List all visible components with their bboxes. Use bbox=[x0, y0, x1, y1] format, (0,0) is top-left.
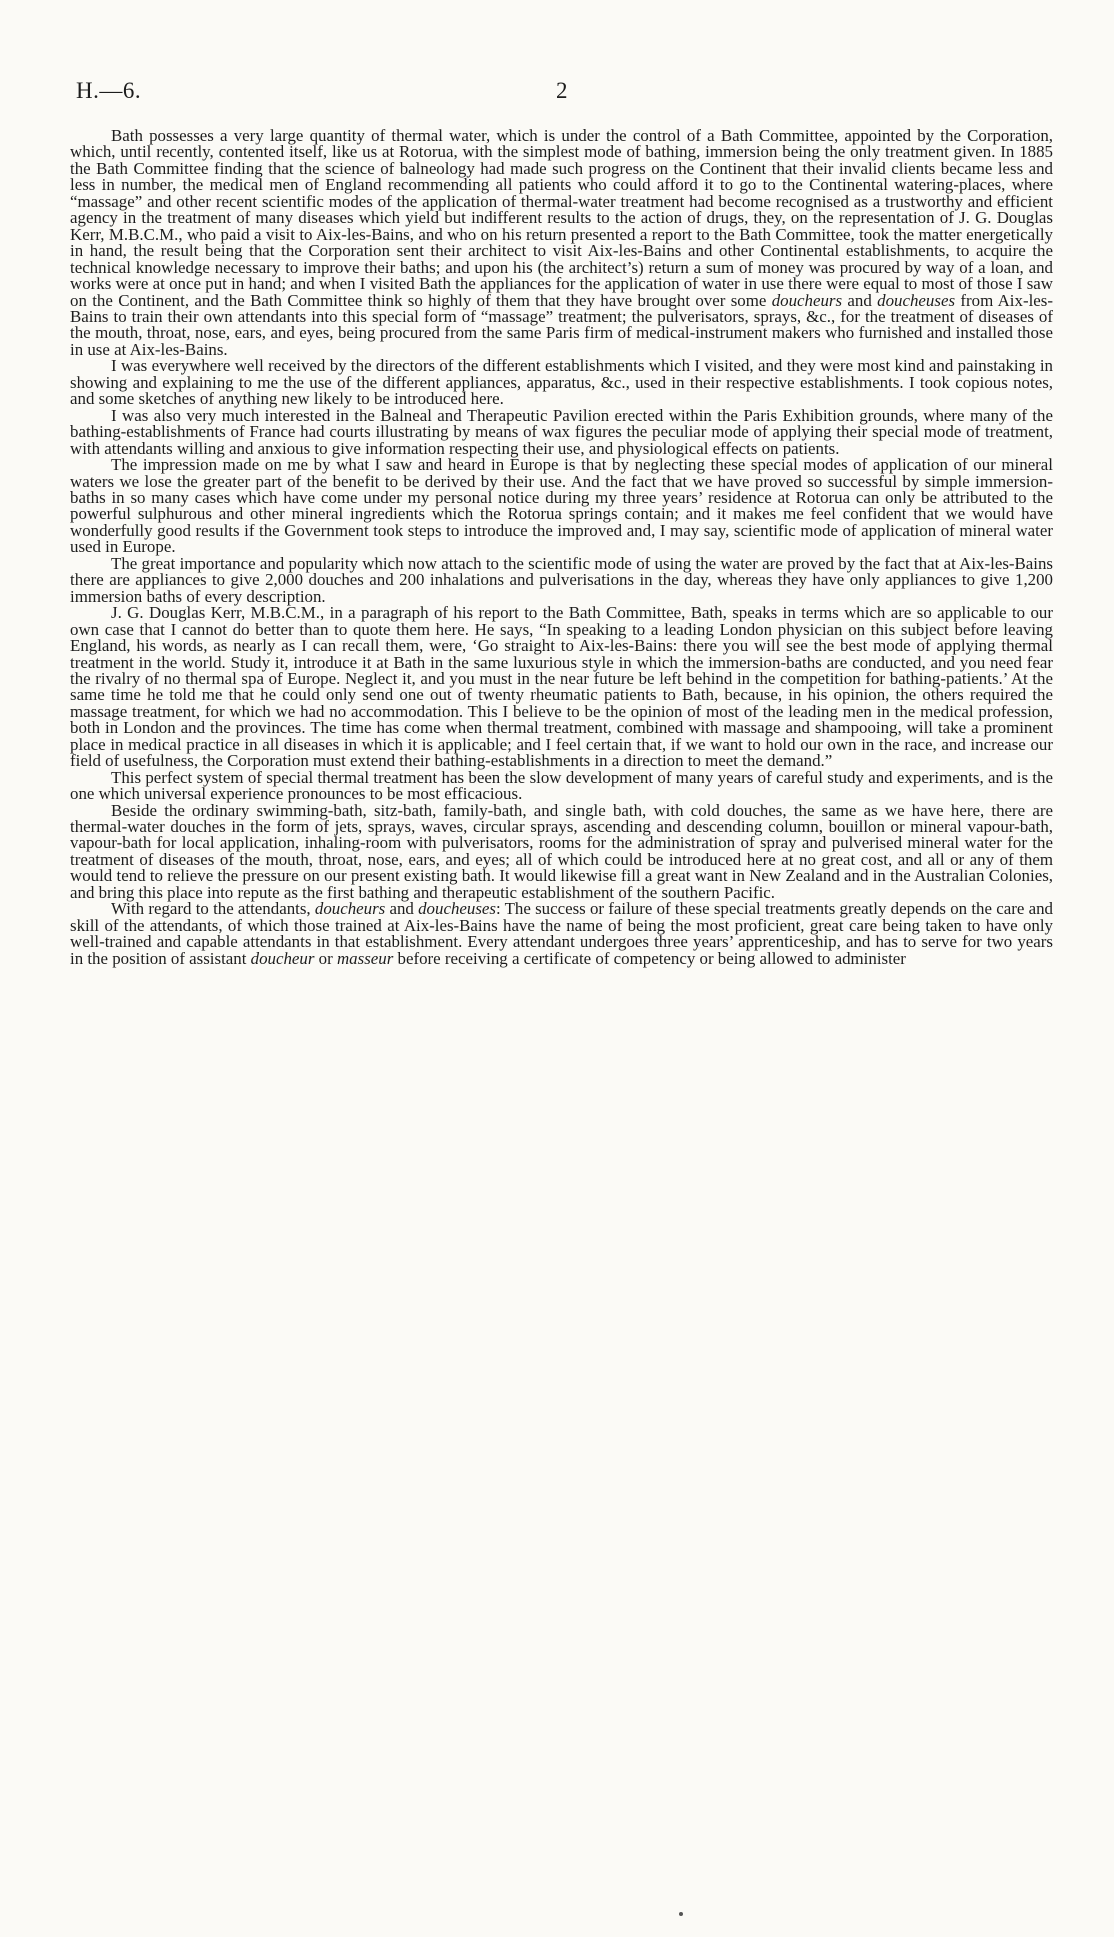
italic-term: doucheur bbox=[250, 948, 315, 968]
italic-term: doucheurs bbox=[771, 290, 843, 310]
paragraph-text: and bbox=[389, 899, 414, 919]
page-mark-dot bbox=[679, 1912, 683, 1916]
paragraph-text: The impression made on me by what I saw and heard in Europe is that by neglecting these special modes of application of our mineral waters we lose the greater part of the benefit to be derived by their use. And the fact that we have proved so successful by simple immersion-baths in so many cases which have come under my personal notice during my three years’ residence at Rotorua can only be attributed to the powerful sulphurous and other mineral ingredients which the Rotorua springs contain; and it makes me feel confident that we would have wonderfully good results if the Government took steps to introduce the improved and, I may say, scientific mode of application of mineral water used in Europe. bbox=[70, 455, 1053, 557]
paragraph-text: Bath possesses a very large quantity of thermal water, which is under the control of a Bath Committee, appointed by the Corporation, which, until recently, contented itself, like us at Rotorua, with the simplest mode of bathing, immersion being the only treatment given. In 1885 the Bath Committee finding that the science of balneology had made such progress on the Continent that their invalid clients became less and less in number, the medical men of England recommending all patients who could afford it to go to the Continental watering-places, where “massage” and other recent scientific modes of the application of thermal-water treatment had become recognised as a trustworthy and efficient agency in the treatment of many diseases which yield but indifferent results to the action of drugs, they, on the representation of J. G. Douglas Kerr, M.B.C.M., who paid a visit to Aix-les-Bains, and who on his return presented a report to the Bath Committee, took the matter energetically in hand, the result being that the Corporation sent their architect to visit Aix-les-Bains and other Continental establishments, to acquire the technical knowledge necessary to improve their baths; and upon his (the architect’s) return a sum of money was procured by way of a loan, and works were at once put in hand; and when I visited Bath the appliances for the application of water in use there were equal to most of those I saw on the Continent, and the Bath Committee think so highly of them that they have brought over some bbox=[70, 126, 1053, 310]
paragraph-kerr-quote bbox=[70, 605, 1053, 770]
paragraph-text: before receiving a certificate of competency or being allowed to administer bbox=[397, 948, 906, 968]
italic-term: doucheuses bbox=[877, 290, 956, 310]
paragraph-popularity bbox=[70, 553, 1053, 606]
page-number: 2 bbox=[556, 78, 568, 103]
page-header bbox=[76, 78, 1056, 108]
document-reference: H.—6. bbox=[76, 78, 142, 103]
paragraph-text: This perfect system of special thermal treatment has been the slow development of many years of careful study and experiments, and is the one which universal experience pronounces to be most efficacious. bbox=[70, 767, 1053, 804]
paragraph-pavilion bbox=[70, 405, 1053, 458]
paragraph-impression bbox=[70, 457, 1053, 556]
paragraph-text: I was everywhere well received by the directors of the different establishments which I visited, and they were most kind and painstaking in showing and explaining to me the use of the different appliances, apparatus, &c., used in their respective establishments. I took copious notes, and some sketches of anything new likely to be introduced here. bbox=[70, 356, 1053, 409]
body-text bbox=[70, 128, 1053, 967]
paragraph-text: With regard to the attendants, bbox=[111, 899, 311, 919]
paragraph-text: from Aix-les-Bains to train their own attendants into this special form of “massage” treatment; the pulverisators, sprays, &c., for the treatment of diseases of the mouth, throat, nose, ears, and eyes, being procured from the same Paris firm of medical-instrument makers who furnished and installed those in use at Aix-les-Bains. bbox=[70, 290, 1053, 359]
paragraph-text: I was also very much interested in the Balneal and Therapeutic Pavilion erected within the Paris Exhibition grounds, where many of the bathing-establishments of France had courts illustrating by means of wax figures the peculiar mode of applying their special mode of treatment, with attendants willing and anxious to give information respecting their use, and physiological effects on patients. bbox=[70, 405, 1053, 458]
paragraph-text: : The success or failure of these special treatments greatly depends on the care and skill of the attendants, of which those trained at Aix-les-Bains have the name of being the most proficient, great care being taken to have only well-trained and capable attendants in that establishment. Every attendant undergoes three years’ apprenticeship, and has to serve for two years in the position of assistant bbox=[70, 899, 1053, 968]
paragraph-text: The great importance and popularity which now attach to the scientific mode of using the water are proved by the fact that at Aix-les-Bains there are appliances to give 2,000 douches and 200 inhalations and pulverisations in the day, whereas they have only appliances to give 1,200 immersion baths of every description. bbox=[70, 553, 1053, 606]
paragraph-text: J. G. Douglas Kerr, M.B.C.M., in a paragraph of his report to the Bath Committee, Bath, speaks in terms which are so applicable to our own case that I cannot do better than to quote them here. He says, “In speaking to a leading London physician on this subject before leaving England, his words, as nearly as I can recall them, were, ‘Go straight to Aix-les-Bains: there you will see the best mode of applying thermal treatment in the world. Study it, introduce it at Bath in the same luxurious style in which the immersion-baths are conducted, and you need fear the rivalry of no thermal spa of Europe. Neglect it, and you must in the near future be left behind in the competition for bathing-patients.’ At the same time he told me that he could only send one out of twenty rheumatic patients to Bath, because, in his opinion, the others required the massage treatment, for which we had no accommodation. This I believe to be the opinion of most of the leading men in the medical profession, both in London and the provinces. The time has come when thermal treatment, combined with massage and shampooing, will take a prominent place in medical practice in all diseases in which it is applicable; and I feel certain that, if we want to hold our own in the race, and increase our field of usefulness, the Corporation must extend their bathing-establishments in a direction to meet the demand.” bbox=[70, 603, 1053, 771]
paragraph-text: Beside the ordinary swimming-bath, sitz-bath, family-bath, and single bath, with cold douches, the same as we have here, there are thermal-water douches in the form of jets, sprays, waves, circular sprays, ascending and descending column, bouillon or mineral vapour-bath, vapour-bath for local application, inhaling-room with pulverisators, rooms for the administration of spray and pulverised mineral water for the treatment of diseases of the mouth, throat, nose, ears, and eyes; all of which could be introduced here at no great cost, and all or any of them would tend to relieve the pressure on our present existing bath. It would likewise fill a great want in New Zealand and in the Australian Colonies, and bring this place into repute as the first bathing and therapeutic establishment of the southern Pacific. bbox=[70, 800, 1053, 902]
paragraph-reception bbox=[70, 358, 1053, 407]
italic-term: doucheurs bbox=[314, 899, 386, 919]
paragraph-bath-committee bbox=[70, 128, 1053, 358]
italic-term: doucheuses bbox=[418, 899, 496, 919]
paragraph-text: or bbox=[318, 948, 333, 968]
paragraph-attendants bbox=[70, 901, 1053, 967]
italic-term: masseur bbox=[336, 948, 394, 968]
paragraph-perfect-system bbox=[70, 767, 1053, 804]
paragraph-text: and bbox=[847, 290, 872, 310]
paragraph-appliances bbox=[70, 800, 1053, 902]
